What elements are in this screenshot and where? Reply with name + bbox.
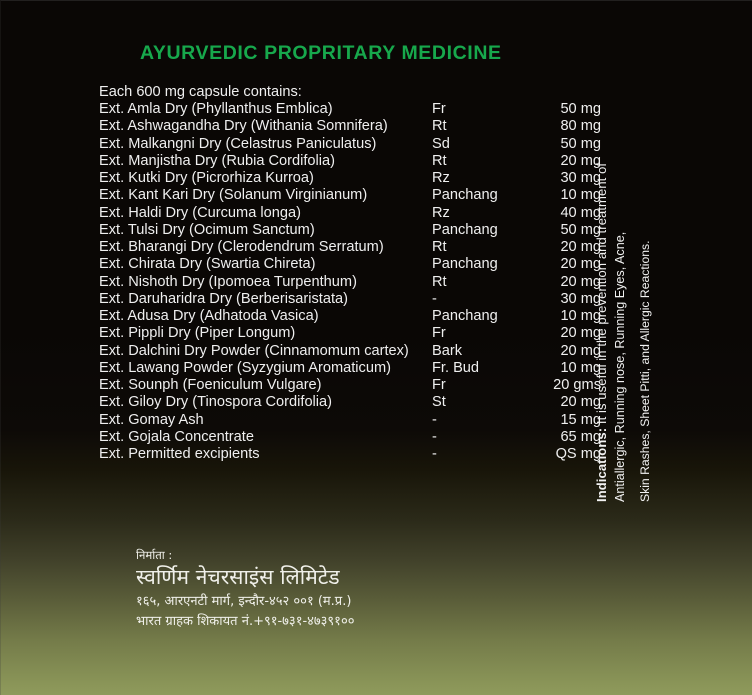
ingredient-quantity: 15 mg [560,411,601,428]
ingredient-part: Rz [432,170,450,186]
ingredient-name: Ext. Gojala Concentrate [99,428,254,445]
ingredient-part: Sd [432,135,450,152]
ingredient-row [99,343,601,360]
ingredient-part: Panchang [432,221,498,238]
ingredient-row [99,153,601,170]
ingredient-row [99,446,601,463]
indications-line-1-text: It is useful in the prevention and treatment of [594,162,609,425]
ingredient-name: Ext. Giloy Dry (Tinospora Cordifolia) [99,394,333,411]
ingredient-part: Rt [432,239,447,255]
ingredient-row [99,274,601,291]
ingredient-part: - [432,290,437,307]
ingredient-name: Ext. Lawang Powder (Syzygium Aromaticum) [99,359,391,376]
ingredients-table [99,101,601,463]
ingredient-row [99,377,601,394]
ingredient-row [99,170,601,187]
ingredient-row [99,222,601,239]
ingredient-name: Ext. Daruharidra Dry (Berberisaristata) [99,290,348,307]
ingredient-quantity: 65 mg [560,428,601,445]
ingredient-quantity: 50 mg [560,101,601,117]
ingredient-row [99,256,601,273]
ingredient-part: Rt [432,152,447,169]
ingredient-quantity: 20 mg [560,152,601,169]
ingredient-name: Ext. Adusa Dry (Adhatoda Vasica) [99,308,319,324]
ingredient-part: St [432,394,446,411]
ingredient-name: Ext. Dalchini Dry Powder (Cinnamomum cartex) [99,342,409,359]
ingredient-quantity: 10 mg [560,308,601,324]
manufacturer-name: स्वर्णिम नेचरसाइंस लिमिटेड [136,565,340,589]
manufacturer-label: निर्माता : [136,548,173,562]
ingredient-part: Panchang [432,308,498,324]
indications-line-3: Skin Rashes, Sheet Pitti, and Allergic Reactions. [638,240,652,502]
ingredient-name: Ext. Haldi Dry (Curcuma longa) [99,204,301,221]
ingredient-quantity: 20 mg [560,273,601,290]
ingredient-name: Ext. Tulsi Dry (Ocimum Sanctum) [99,221,315,238]
indications-block [594,62,679,502]
ingredient-quantity: 40 mg [560,204,601,221]
ingredient-name: Ext. Chirata Dry (Swartia Chireta) [99,256,316,273]
ingredient-row [99,239,601,256]
indications-line-2: Antiallergic, Running nose, Running Eyes, Acne, [613,231,627,502]
ingredient-quantity: 10 mg [560,187,601,204]
ingredient-name: Ext. Pippli Dry (Piper Longum) [99,325,296,342]
ingredient-quantity: 10 mg [560,359,601,376]
ingredient-quantity: 30 mg [560,170,601,186]
ingredient-part: - [432,428,437,445]
indications-line-1 [594,64,609,502]
ingredient-quantity: 20 mg [560,342,601,359]
ingredient-row [99,136,601,153]
ingredient-row [99,187,601,204]
ingredient-quantity: 50 mg [560,135,601,152]
ingredient-quantity: 80 mg [560,118,601,135]
ingredients-table-body [99,101,601,463]
ingredient-quantity: QS mg [555,446,601,462]
ingredient-name: Ext. Kant Kari Dry (Solanum Virginianum) [99,187,368,204]
ingredient-part: Rz [432,204,450,221]
ingredient-part: Rt [432,273,447,290]
ingredient-part: Fr [432,377,446,393]
ingredient-quantity: 20 mg [560,325,601,342]
ingredient-part: Fr. Bud [432,359,480,376]
indications-heading: Indications: [594,427,609,502]
ingredient-row [99,101,601,118]
ingredient-name: Ext. Malkangni Dry (Celastrus Paniculatus) [99,135,377,152]
ingredient-row [99,429,601,446]
manufacturer-address: १६५, आरएनटी मार्ग, इन्दौर-४५२ ००१ (म.प्र.) [136,594,352,609]
ingredient-quantity: 20 mg [560,239,601,255]
ingredient-name: Ext. Amla Dry (Phyllanthus Emblica) [99,101,333,117]
ingredient-part: Fr [432,101,446,117]
ingredient-row [99,394,601,411]
ingredient-quantity: 20 mg [560,394,601,411]
ingredient-name: Ext. Bharangi Dry (Clerodendrum Serratum) [99,239,384,255]
ingredient-row [99,412,601,429]
ingredient-row [99,308,601,325]
ingredient-name: Ext. Nishoth Dry (Ipomoea Turpenthum) [99,273,357,290]
ingredient-row [99,118,601,135]
ingredient-row [99,205,601,222]
ingredient-name: Ext. Gomay Ash [99,411,204,428]
composition-heading: Each 600 mg capsule contains: [99,84,302,100]
manufacturer-helpline: भारत ग्राहक शिकायत नं.+९१-७३१-४७३९१०० [136,614,355,629]
ingredient-name: Ext. Permitted excipients [99,446,260,462]
ingredient-part: Rt [432,118,447,135]
ingredient-part: Panchang [432,187,498,204]
ingredient-row [99,291,601,308]
manufacturer-block [136,548,354,631]
ingredient-part: Panchang [432,256,498,273]
ingredient-part: Bark [432,342,463,359]
ingredient-row [99,360,601,377]
ingredient-quantity: 20 gms [553,377,601,393]
ingredient-part: Fr [432,325,446,342]
ingredient-name: Ext. Ashwagandha Dry (Withania Somnifera) [99,118,388,135]
ingredient-name: Ext. Kutki Dry (Picrorhiza Kurroa) [99,170,314,186]
page-title: AYURVEDIC PROPRITARY MEDICINE [140,42,502,64]
ingredient-quantity: 50 mg [560,221,601,238]
ingredient-quantity: 20 mg [560,256,601,273]
ingredient-part: - [432,446,437,462]
ingredient-row [99,325,601,342]
ingredient-part: - [432,411,437,428]
ingredient-name: Ext. Sounph (Foeniculum Vulgare) [99,377,322,393]
ingredient-quantity: 30 mg [560,290,601,307]
ingredient-name: Ext. Manjistha Dry (Rubia Cordifolia) [99,152,336,169]
